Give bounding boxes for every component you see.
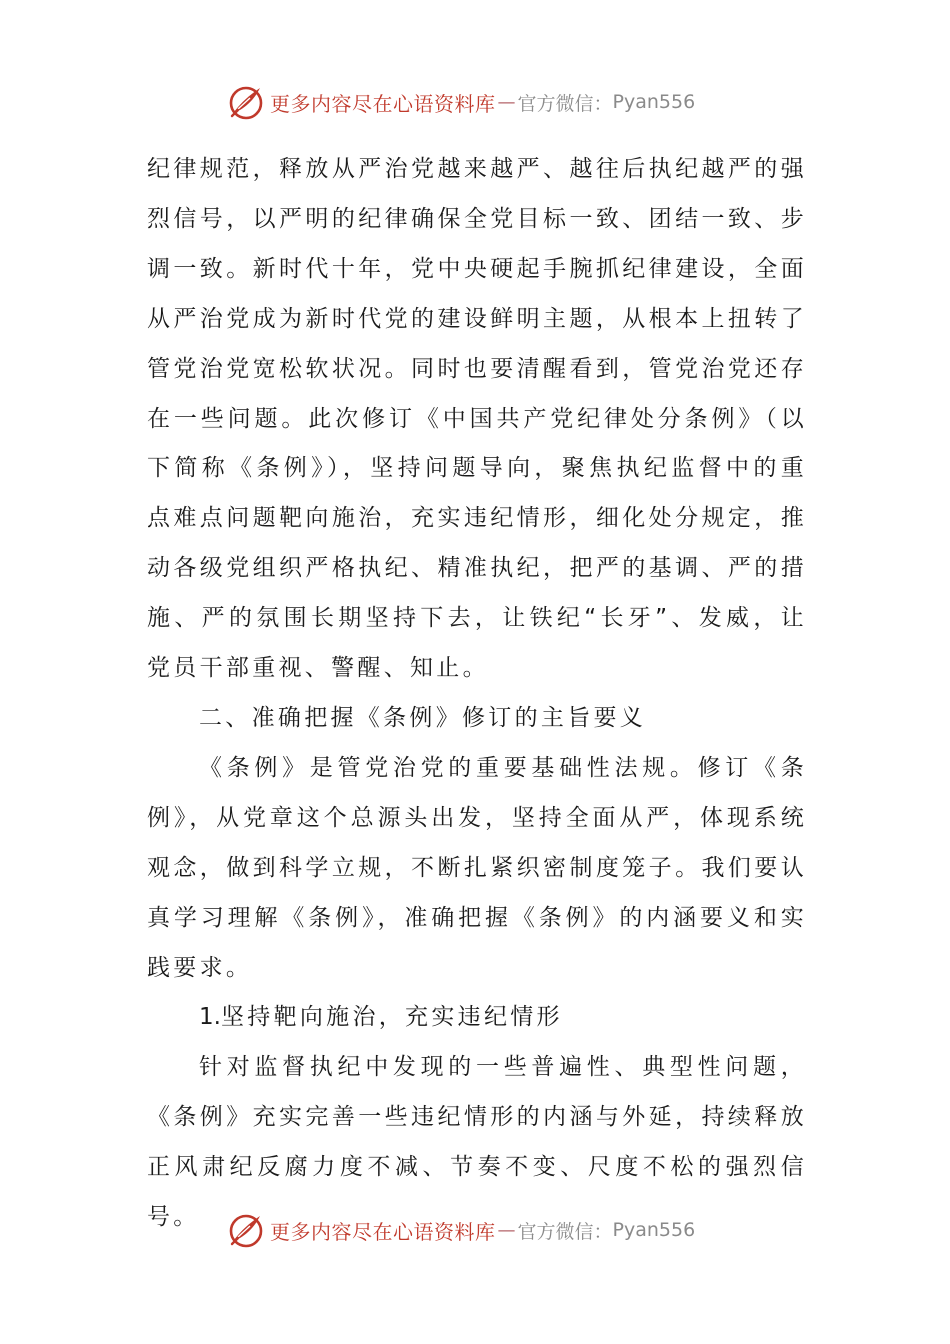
section-heading: 二、准确把握《条例》修订的主旨要义	[199, 704, 647, 731]
banner-title: 更多内容尽在心语资料库	[270, 1219, 496, 1244]
quill-pen-logo-icon	[226, 1210, 266, 1250]
banner-separator: —	[497, 1219, 516, 1241]
document-body	[147, 145, 807, 1243]
subsection-heading	[147, 993, 807, 1043]
banner-title: 更多内容尽在心语资料库	[270, 91, 496, 116]
subsection-title: 坚持靶向施治，充实违纪情形	[220, 1004, 563, 1031]
banner-wechat-label: 官方微信：	[517, 92, 613, 115]
subsection-number: 1.	[199, 1004, 221, 1031]
banner-wechat-id: Pyan556	[612, 91, 696, 113]
banner-wechat-label: 官方微信：	[517, 1220, 613, 1243]
banner-separator: —	[497, 91, 516, 113]
header-banner	[226, 82, 726, 122]
paragraph-continuation: 纪律规范，释放从严治党越来越严、越往后执纪越严的强烈信号，以严明的纪律确保全党目标一致、团结一致、步调一致。新时代十年，党中央硬起手腕抓纪律建设，全面从严治党成为新时代党的建设鲜明主题，从根本上扭转了管党治党宽松软状况。同时也要清醒看到，管党治党还存在一些问题。此次修订《中国共产党纪律处分条例》（以下简称《条例》），坚持问题导向，聚焦执纪监督中的重点难点问题靶向施治，充实违纪情形，细化处分规定，推动各级党组织严格执纪、精准执纪，把严的基调、严的措施、严的氛围长期坚持下去，让铁纪“长牙”、发威，让党员干部重视、警醒、知止。	[147, 156, 807, 682]
paragraph-intro: 《条例》是管党治党的重要基础性法规。修订《条例》，从党章这个总源头出发，坚持全面从严，体现系统观念，做到科学立规，不断扎紧织密制度笼子。我们要认真学习理解《条例》，准确把握《条例》的内涵要义和实践要求。	[147, 754, 807, 981]
footer-banner	[226, 1210, 726, 1250]
quill-pen-logo-icon	[226, 82, 266, 122]
banner-wechat-id: Pyan556	[612, 1219, 696, 1241]
paragraph-detail: 针对监督执纪中发现的一些普遍性、典型性问题，《条例》充实完善一些违纪情形的内涵与外延，持续释放正风肃纪反腐力度不减、节奏不变、尺度不松的强烈信号。	[147, 1054, 807, 1231]
